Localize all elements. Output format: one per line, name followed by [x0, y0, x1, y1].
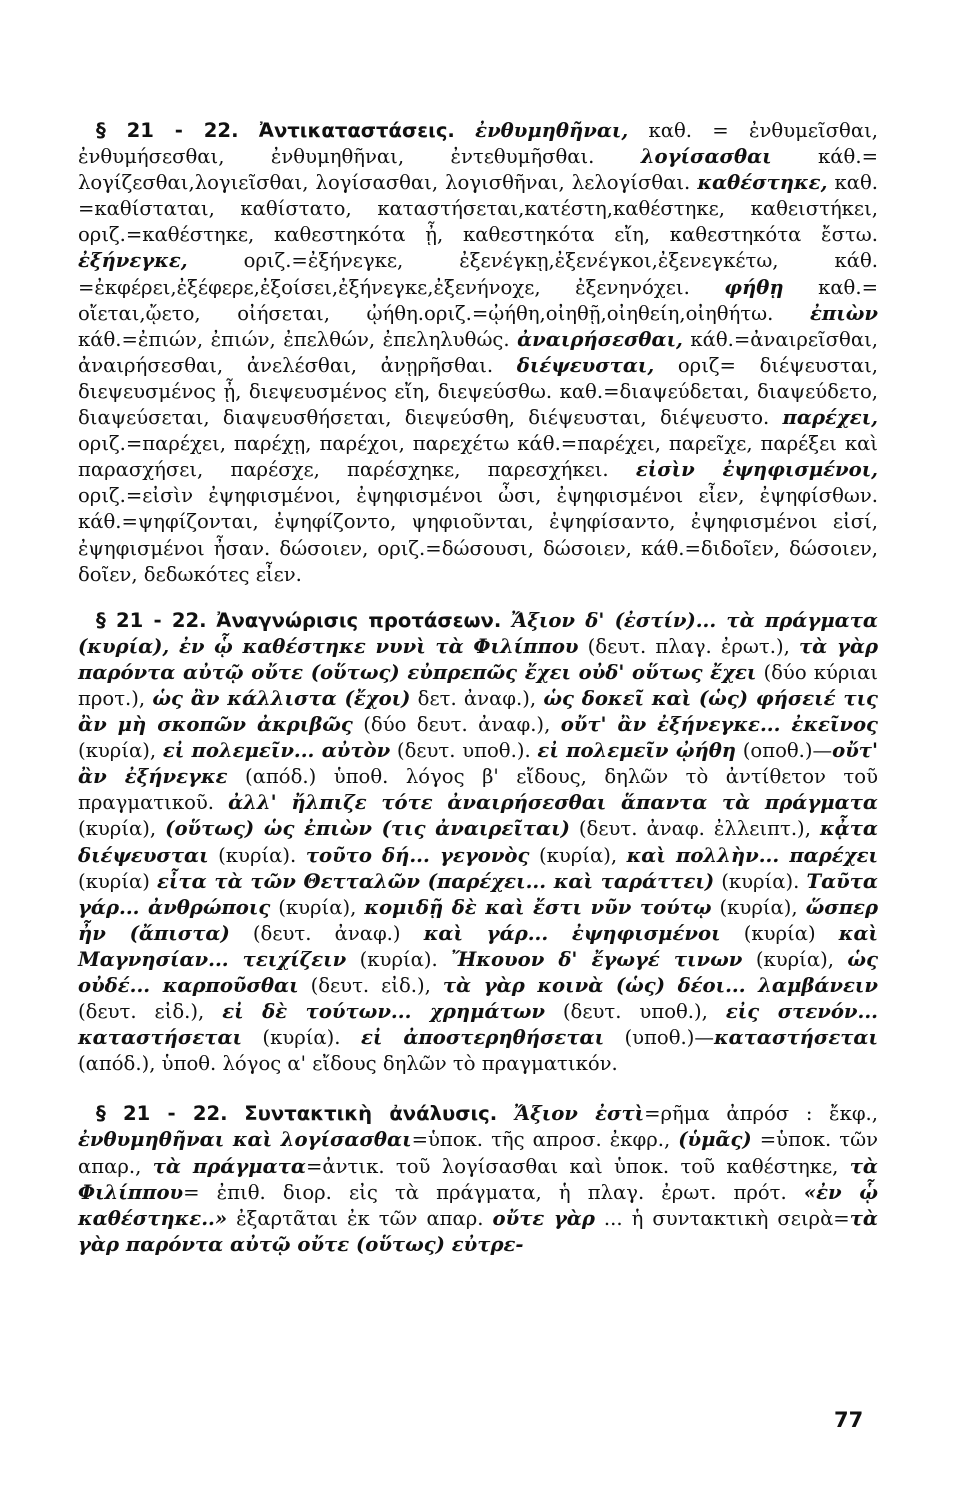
section-body	[78, 119, 878, 586]
emphasized-text: Ἄξιον ἐστὶ	[513, 1102, 645, 1126]
body-text: (δευτ. πλαγ. ἐρωτ.),	[578, 634, 799, 658]
emphasized-text: εἰ ἀποστερηθήσεται	[360, 1026, 605, 1050]
body-text: (κυρία)	[720, 921, 839, 945]
body-text: (κυρία)	[78, 869, 158, 893]
body-text: =ρῆμα ἀπρόσ : ἔκφ.,	[644, 1102, 878, 1126]
section-title: Συντακτικὴ ἀνάλυσις.	[244, 1102, 498, 1126]
body-text: (κυρία),	[711, 895, 806, 919]
emphasized-text: τὰ γὰρ παρόντα αὐτῷ οὔτε (οὕτως) εὐπρεπῶς ἔχει οὐδ' οὕτως ἔχει	[78, 634, 878, 684]
body-text: (δευτ. εἰδ.),	[78, 1000, 223, 1024]
body-text: ἐξαρτᾶται ἐκ τῶν απαρ.	[227, 1206, 493, 1230]
body-text: (δευτ. εἰδ.),	[298, 974, 443, 997]
body-text: (κυρία),	[742, 947, 848, 971]
emphasized-text: οὔτ' ἂν ἐξήνεγκε	[78, 739, 878, 789]
emphasized-text: Ἄξιον δ' (ἐστίν)... τὰ πράγματα (κυρία), ἐν ᾧ καθέστηκε νυνὶ τὰ Φιλίππου	[78, 608, 879, 658]
body-text: =ὑποκ. τῆς απροσ. ἐκφρ.,	[411, 1128, 679, 1152]
emphasized-text: καθέστηκε,	[697, 171, 828, 195]
emphasized-text: τὰ πράγματα	[152, 1154, 306, 1178]
page-number: 77	[834, 1408, 864, 1432]
emphasized-text: εἰσὶν ἐψηφισμένοι,	[635, 458, 878, 482]
body-text: οριζ.=παρέχει, παρέχῃ, παρέχοι, παρεχέτω κάθ.=παρέχει, παρεῖχε, παρέξει καὶ παρασχήσει, παρέσχε, παρέσχηκε, παρεσχήκει.	[78, 432, 878, 482]
emphasized-text: κᾆτα διέψευσται	[78, 817, 879, 867]
section-number: § 21 - 22.	[96, 608, 207, 632]
body-text: =ὑποκ. τῶν απαρ.,	[78, 1128, 878, 1178]
body-text: (οποθ.)—	[736, 739, 833, 763]
section-number: § 21 - 22.	[96, 119, 239, 142]
emphasized-text: κομιδῇ δὲ καὶ ἔστι νῦν τούτῳ	[364, 895, 712, 919]
body-text: (υποθ.)—	[604, 1026, 714, 1050]
body-text: (απόδ.) ὑποθ. λόγος β' εἴδους, δηλῶν τὸ ἀντίθετον τοῦ πραγματικοῦ.	[78, 765, 878, 815]
emphasized-text: παρέχει,	[782, 406, 878, 430]
emphasized-text: εἰ πολεμεῖν... αὐτὸν	[162, 739, 391, 763]
emphasized-text: τὰ γὰρ παρόντα αὐτῷ οὔτε (οὕτως) εὐτρε-	[78, 1206, 878, 1256]
body-text: (κυρία),	[78, 739, 163, 763]
section-clause-recognition	[78, 608, 878, 1078]
section-substitutions	[78, 118, 878, 588]
body-text: κάθ.= λογίζεσθαι,λογιεῖσθαι, λογίσασθαι, λογισθῆναι, λελογίσθαι.	[78, 145, 878, 195]
emphasized-text: εἰς στενόν... καταστήσεται	[78, 1000, 878, 1050]
body-text: καθ.= οἴεται,ᾤετο, οἰήσεται, ᾠήθη.οριζ.=ᾠήθη,οἰηθῇ,οἰηθείη,οἰηθήτω.	[78, 275, 878, 325]
body-text: (κυρία),	[78, 817, 166, 841]
emphasized-text: καὶ γάρ... ἐψηφισμένοι	[423, 921, 721, 945]
body-text: (κυρία).	[208, 843, 306, 867]
emphasized-text: τοῦτο δή... γεγονὸς	[305, 843, 530, 867]
section-title: Ἀναγνώρισις προτάσεων.	[216, 608, 502, 632]
section-title: Ἀντικαταστάσεις.	[258, 119, 455, 142]
emphasized-text: ὥσπερ ἦν (ἄπιστα)	[78, 895, 878, 945]
body-text: (δευτ. υποθ.).	[390, 739, 538, 763]
body-text: οριζ= διέψευσται, διεψευσμένος ᾖ, διεψευσμένος εἴη, διεψεύσθω. καθ.=διαψεύδεται, διαψεύδετο, διαψεύσεται, διαψευσθήσεται, διεψεύσθη, διέψευσται, διέψευστο.	[78, 353, 878, 430]
section-body	[78, 609, 878, 1076]
emphasized-text: καὶ πολλὴν... παρέχει	[626, 843, 878, 867]
section-body	[78, 1102, 878, 1255]
emphasized-text: τὰ Φιλίππου	[78, 1154, 878, 1204]
body-text: =ἀντικ. τοῦ λογίσασθαι καὶ ὑποκ. τοῦ καθέστηκε,	[305, 1154, 850, 1178]
emphasized-text: ἐπιὼν	[810, 301, 878, 325]
emphasized-text: καὶ Μαγνησίαν... τειχίζειν	[78, 921, 879, 971]
emphasized-text: ἐξήνεγκε,	[78, 249, 188, 273]
body-text: (κυρία),	[529, 843, 627, 867]
body-text: οριζ.=ἐξήνεγκε, ἐξενέγκῃ,ἐξενέγκοι,ἐξενεγκέτω, κάθ. =ἐκφέρει,ἐξέφερε,ἐξοίσει,ἐξήνεγκε,ἐξενήνοχε, ἐξενηνόχει.	[78, 249, 878, 299]
emphasized-text: Ταῦτα γάρ... ἀνθρώποις	[78, 869, 878, 919]
emphasized-text: (οὕτως) ὡς ἐπιὼν (τις ἀναιρεῖται)	[165, 817, 570, 841]
emphasized-text: ἀναιρήσεσθαι,	[517, 327, 683, 351]
emphasized-text: ὡς δοκεῖ καὶ (ὡς) φήσειέ τις ἂν μὴ σκοπῶν ἀκριβῶς	[78, 686, 878, 737]
emphasized-text: καταστήσεται	[713, 1026, 878, 1050]
body-text: (κυρία).	[242, 1026, 361, 1050]
body-text: (κυρία).	[346, 947, 452, 971]
emphasized-text: οὔτε γὰρ	[492, 1206, 595, 1230]
body-text: δετ. ἀναφ.),	[410, 686, 544, 710]
body-text: = ἐπιθ. διορ. εἰς τὰ πράγματα, ἡ πλαγ. ἐρωτ. πρότ.	[183, 1180, 804, 1204]
body-text: (απόδ.), ὑποθ. λόγος α' εἴδους δηλῶν τὸ πραγματικόν.	[78, 1052, 618, 1076]
emphasized-text: εἰ δὲ τούτων... χρημάτων	[222, 1000, 545, 1024]
emphasized-text: διέψευσται,	[516, 353, 655, 377]
body-text: κάθ.=ἐπιών, ἐπιών, ἐπελθών, ἐπεληλυθώς.	[78, 327, 518, 351]
body-text: κάθ.=ἀναιρεῖσθαι, ἀναιρήσεσθαι, ἀνελέσθαι, ἀνῃρῆσθαι.	[78, 327, 878, 377]
body-text: (κυρία),	[270, 895, 365, 919]
emphasized-text: ἐνθυμηθῆναι,	[475, 119, 629, 142]
body-text: καθ. =καθίσταται, καθίστατο, καταστήσεται,κατέστη,καθέστηκε, καθειστήκει, οριζ.=καθέστηκε, καθεστηκότα ᾖ, καθεστηκότα εἴη, καθεστηκότα ἔστω.	[78, 171, 879, 247]
emphasized-text: οὔτ' ἂν ἐξήνεγκε... ἐκεῖνος	[560, 713, 878, 737]
emphasized-text: εἶτα τὰ τῶν Θετταλῶν (παρέχει... καὶ ταράττει)	[157, 869, 715, 893]
body-text: ... ἡ συντακτικὴ σειρὰ=	[594, 1206, 850, 1230]
body-text: (κυρία).	[714, 869, 807, 893]
section-number: § 21 - 22.	[96, 1102, 228, 1126]
emphasized-text: ὡς ἂν κάλλιστα (ἔχοι)	[152, 686, 411, 710]
emphasized-text: εἰ πολεμεῖν ᾠήθη	[537, 739, 737, 763]
emphasized-text: λογίσασθαι	[640, 145, 772, 169]
body-text: (δευτ. υποθ.),	[544, 1000, 726, 1024]
body-text: (δευτ. ἀναφ.)	[229, 921, 424, 945]
emphasized-text: Ἤκουον δ' ἔγωγέ τινων	[451, 947, 743, 971]
emphasized-text: ὡς οὐδέ... καρποῦσθαι	[78, 947, 879, 997]
emphasized-text: (ὑμᾶς)	[678, 1128, 752, 1152]
book-page	[78, 118, 878, 1258]
body-text: οριζ.=εἰσὶν ἐψηφισμένοι, ἐψηφισμένοι ὦσι, ἐψηφισμένοι εἶεν, ἐψηφίσθων. κάθ.=ψηφίζονται, ἐψηφίζοντο, ψηφιοῦνται, ἐψηφίσαντο, ἐψηφισμένοι εἰσί, ἐψηφισμένοι ἦσαν. δώσοιεν, οριζ.=δώσουσι, δώσοιεν, κάθ.=διδοῖεν, δώσοιεν, δοῖεν, δεδωκότες εἶεν.	[78, 484, 878, 586]
body-text: (δευτ. ἀναφ. ἐλλειπτ.),	[569, 817, 820, 841]
body-text: καθ. = ἐνθυμεῖσθαι, ἐνθυμήσεσθαι, ἐνθυμηθῆναι, ἐντεθυμῆσθαι.	[78, 119, 878, 169]
section-syntax-analysis	[78, 1101, 878, 1258]
emphasized-text: ἐνθυμηθῆναι καὶ λογίσασθαι	[78, 1128, 412, 1152]
emphasized-text: «ἐν ᾧ καθέστηκε..»	[78, 1180, 878, 1230]
body-text: (δύο δευτ. ἀναφ.),	[352, 713, 561, 737]
body-text: (δύο κύριαι προτ.),	[78, 660, 878, 710]
emphasized-text: ἀλλ' ἤλπιζε τότε ἀναιρήσεσθαι ἅπαντα τὰ πράγματα	[228, 791, 878, 815]
emphasized-text: τὰ γὰρ κοινὰ (ὡς) δέοι... λαμβάνειν	[442, 974, 878, 997]
emphasized-text: φήθῃ	[724, 275, 784, 299]
